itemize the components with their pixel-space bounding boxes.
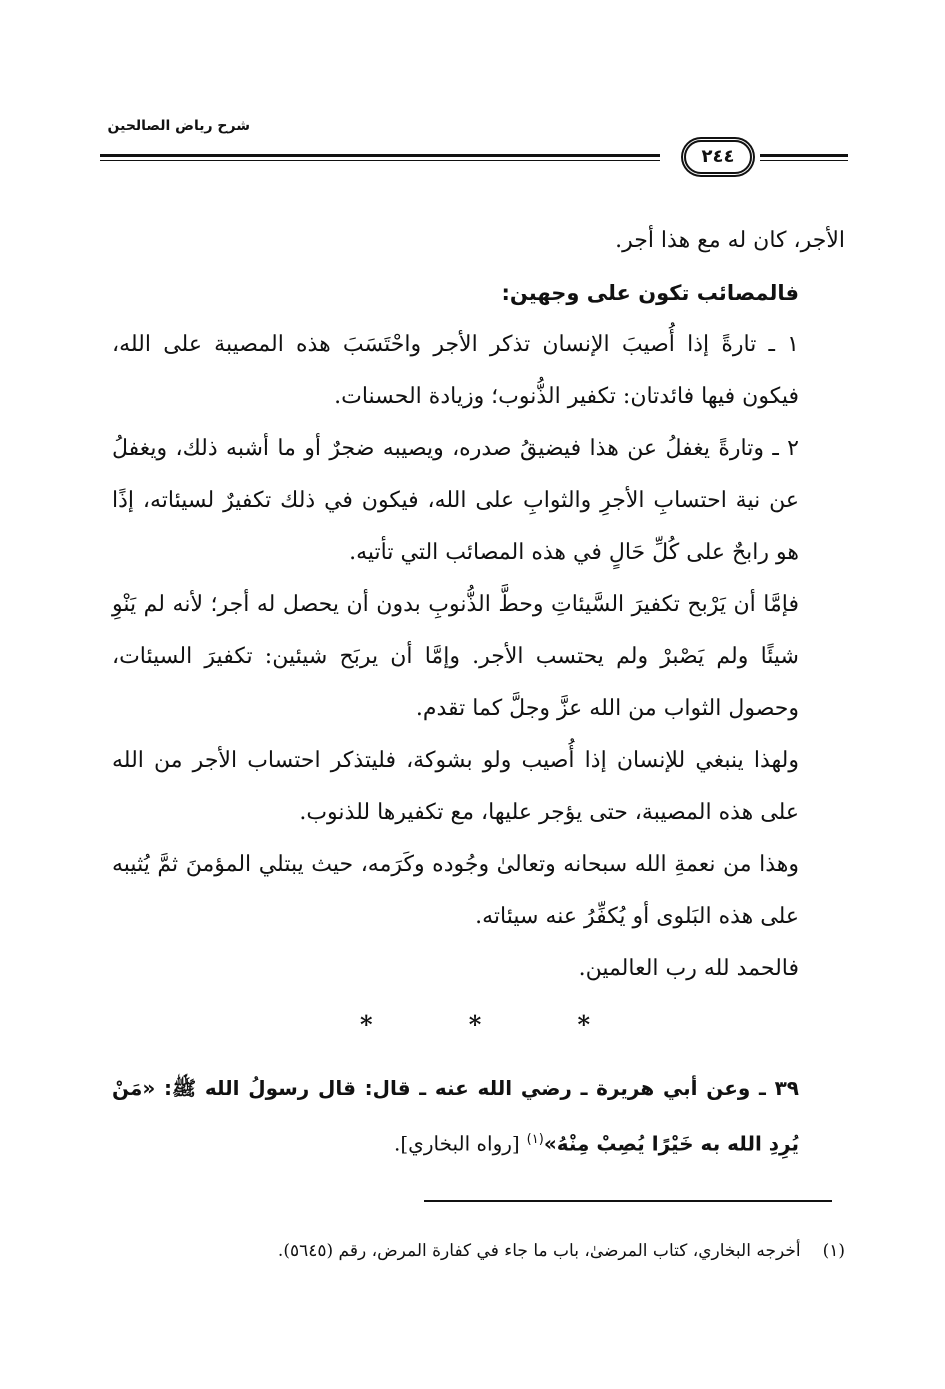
- section-heading: فالمصائب تكون على وجهين:: [501, 281, 799, 305]
- page-number: ٢٤٤: [684, 140, 752, 174]
- separator-star: *: [577, 1010, 590, 1039]
- footnote-number: (١): [822, 1241, 845, 1261]
- header-rule: [100, 160, 660, 161]
- paragraph: ولهذا ينبغي للإنسان إذا أُصيب ولو بشوكة، فليتذكر احتساب الأجر من الله على هذه المصيبة، حتى يؤجر عليها، مع تكفيرها للذنوب.: [112, 748, 799, 825]
- footnote-text: أخرجه البخاري، كتاب المرضىٰ، باب ما جاء في كفارة المرض، رقم (٥٦٤٥).: [277, 1241, 801, 1261]
- paragraph: الأجر، كان له مع هذا أجر.: [615, 228, 845, 253]
- main-text: [112, 215, 845, 995]
- footnote-rule: [424, 1200, 832, 1202]
- separator-star: *: [360, 1010, 373, 1039]
- footnote: [112, 1236, 845, 1266]
- hadith-source: [رواه البخاري].: [394, 1131, 520, 1156]
- header-rule: [760, 154, 848, 157]
- paragraph: وهذا من نعمةِ الله سبحانه وتعالىٰ وجُوده وكَرَمه، حيث يبتلي المؤمنَ ثمَّ يُثيبه على هذه البَلوى أو يُكفِّرُ عنه سيئاته.: [112, 852, 799, 929]
- separator-star: *: [468, 1010, 482, 1039]
- paragraph: فإمَّا أن يَرْبح تكفيرَ السَّيئاتِ وحطَّ الذُّنوبِ بدون أن يحصل له أجر؛ لأنه لم يَنْوِ شيئًا ولم يَصْبرْ ولم يحتسب الأجر. وإمَّا أن يربَح شيئين: تكفيرَ السيئات، وحصول الثواب من الله عزَّ وجلَّ كما تقدم.: [112, 592, 799, 721]
- header-rule: [760, 160, 848, 161]
- section-separator: [360, 1010, 590, 1040]
- footnote-marker[interactable]: (١): [526, 1132, 544, 1147]
- paragraph: ٢ ـ وتارةً يغفلُ عن هذا فيضيقُ صدره، ويصيبه ضجرٌ أو ما أشبه ذلك، ويغفلُ عن نية احتسابِ الأجرِ والثوابِ على الله، فيكون في ذلك تكفيرٌ لسيئاته، إذًا هو رابحٌ على كُلِّ حَالٍ في هذه المصائب التي تأتيه.: [112, 436, 799, 565]
- paragraph: ١ ـ تارةً إذا أُصيبَ الإنسان تذكر الأجر واحْتَسَبَ هذه المصيبة على الله، فيكون فيها فائدتان: تكفير الذُّنوب؛ وزيادة الحسنات.: [112, 332, 799, 409]
- hadith-text: ٣٩ ـ وعن أبي هريرة ـ رضي الله عنه ـ قال: قال رسولُ الله ﷺ: «مَنْ يُرِدِ الله به خَيْرًا يُصِبْ مِنْهُ»: [112, 1076, 799, 1156]
- closing-line: فالحمد لله رب العالمين.: [578, 956, 799, 981]
- header-rule: [100, 154, 660, 157]
- hadith-block: [112, 1062, 845, 1170]
- running-title: شرح رياض الصالحين: [107, 118, 250, 134]
- page-header: [100, 118, 848, 178]
